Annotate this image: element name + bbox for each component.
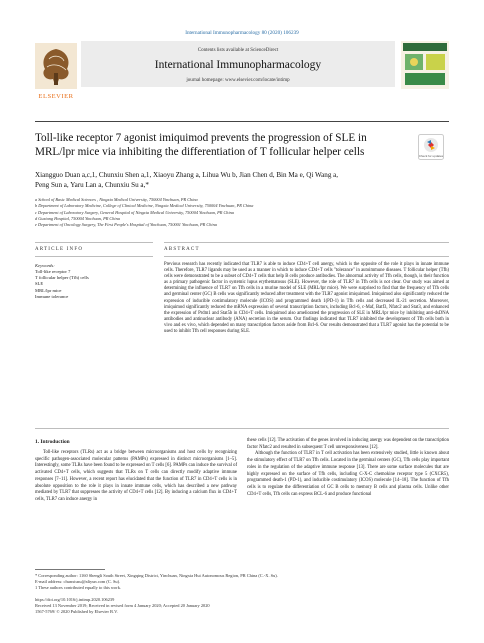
contents-available-line[interactable]: Contents lists available at ScienceDirect (197, 48, 279, 53)
affiliation-d: d Guxiang Hospital, 750004 Yinchuan, PR China (35, 215, 120, 221)
keywords-block (35, 263, 145, 300)
affiliation-a: a School of Basic Medical Sciences , Ningxia Medical University, 750004 Yinchuan, PR China (35, 197, 198, 202)
affiliations (35, 197, 449, 228)
corresponding-author-note: * Corresponding author: 1160 Shengli South Street, Xingqing District, Yinchuan, Ningxia Hui Autonomous Region, PR China (C.-X. Su). (35, 573, 278, 578)
footnote-rule (35, 569, 105, 570)
keyword-item: Immune tolerance (35, 293, 69, 299)
masthead (35, 41, 449, 100)
email-note[interactable]: E-mail address: chunxiusu@aliyun.com (C. Su). (35, 579, 121, 584)
keyword-item: T follicular helper (Tfh) cells (35, 275, 89, 281)
affiliation-b: b Department of Laboratory Medicine, College of Clinical Medicine, Ningxia Medical University, 750004 Yinchuan, PR China (35, 203, 254, 209)
abstract-bottom-rule (35, 428, 449, 429)
authors-line-2: Peng Sun a, Yaru Lan a, Chunxiu Su a,* (35, 181, 149, 189)
journal-homepage-line[interactable]: journal homepage: www.elsevier.com/locate/intimp (186, 78, 290, 83)
crossmark-label: Check for updates (418, 154, 444, 158)
keyword-item: MRL/lpr mice (35, 287, 62, 293)
introduction-heading: 1. Introduction (35, 439, 70, 445)
article-metadata (35, 597, 449, 615)
article-info-rule (35, 242, 153, 243)
introduction-right-column (247, 438, 449, 498)
masthead-banner (81, 41, 395, 87)
crossmark-icon[interactable] (418, 134, 444, 160)
intro-paragraph-1: Toll-like receptors (TLRs) act as a bridge between microorganisms and host cells by recognizing specific pathogen-associated molecular patterns (PAMPs) expressed in distinct microorganisms [1–5]. Interestingly, some TLRs have been found to be expressed on T cells [6]. PAMPs can induce the survival of activated CD4+T cells, which suggests that TLRs on T cells can directly modify adaptive immune responses [7–11]. However, a recent report has elucidated that the function of TLR7 in CD4+T cells is in absolute opposition to the role it plays in innate immune cells, which has described a new pathway mediated by TLR7 that suppresses the activity of CD4+T cells [12]. By inducing a calcium flux in CD4+T cells, TLR7 can induce anergy in (35, 450, 237, 502)
journal-citation[interactable]: International Immunopharmacology 80 (2020) 106239 (185, 30, 299, 36)
equal-contribution-note: 1 These authors contributed equally to this work. (35, 585, 122, 590)
abstract-heading: ABSTRACT (164, 247, 200, 252)
article-title: Toll-like receptor 7 agonist imiquimod prevents the progression of SLE in MRL/lpr mice via inhibiting the differentiation of T follicular helper cells (35, 132, 367, 158)
abstract-rule (164, 242, 449, 243)
intro-paragraph-3: Although the function of TLR7 in T cell activation has been extensively studied, little is known about the stimulatory effect of TLR7 on Tfh cells. Located in the germinal centers (GC), Tfh cells play important roles in the regulation of the adaptive immune response [13]. There are some surface molecules that are highly expressed on the surface of Tfh cells, including C-X-C chemokine receptor type 5 (CXCR5), programmed death-1 (PD-1), and inducible costimulatory (ICOS) molecule [14–18]. The function of Tfh cells is to regulate the differentiation of GC B cells to memory B cells and plasma cells. Unlike other CD4+T cells, Tfh cells can express BCL-6 and produce functional (247, 451, 449, 497)
intro-paragraph-2: these cells [12]. The activation of the genes involved in inducing anergy was dependent on the transcription factor Nfatc2 and resulted in subsequent T cell unresponsiveness [12]. (247, 438, 449, 450)
author-list (35, 170, 449, 190)
article-info-heading: ARTICLE INFO (35, 247, 84, 252)
affiliation-e: e Department of Oncology Surgery, The First People's Hospital of Yinchuan, 750001 Yinchuan, PR China (35, 222, 217, 228)
keyword-item: SLE (35, 281, 44, 287)
abstract-subrule (164, 256, 449, 257)
journal-title: International Immunopharmacology (154, 59, 322, 71)
keywords-title: Keywords: (35, 263, 55, 268)
doi-link[interactable]: https://doi.org/10.1016/j.intimp.2020.106239 (35, 597, 115, 602)
abstract-text: Previous research has recently indicated that TLR7 is able to induce CD4+T cell anergy, which is the opposite of the role it plays in innate immune cells. Therefore, TLR7 ligands may be used as a manner in which to induce CD4+T cells "tolerance" in autoimmune diseases. T follicular helper (Tfh) cells were demonstrated to be a subset of CD4+T cells that help B cells produce antibodies. The abnormal activity of Tfh cells, though, is their function as a primary pathogenic factor in systemic lupus erythematosus (SLE). However, the role of TLR7 in Tfh cells is not clear. Our study was aimed at determining the influence of TLR7 on Tfh cells in a murine model of SLE (MRL/lpr mice). We were surprised to find that the frequency of Tfh cells and germinal center (GC) B cells was significantly reduced after treatment with the TLR7 agonist imiquimod. Imiquimod also significantly reduced the expression of inducible costimulatory molecule (ICOS) and programmed death 1(PD-1) in Tfh cells and decreased IL-21 secretion. Moreover, imiquimod significantly reduced the mRNA expression of several transcription factors, including Bcl-6, c-Maf, Batf3, Nfatc2 and Stat3, and enhanced the expression of Prdm1 and Stat5b in CD4+T cells. Imiquimod also ameliorated the progression of SLE in MRL/lpr mice by inhibiting anti-dsDNA antibodies and antinuclear antibody (ANA) secretion in the serum. Our findings indicated that TLR7 inhibited the development of Tfh cells both in vivo and ex vivo, which depended on many transcription factors aside from Bcl-6. Our results demonstrated that a TLR7 agonist has the potential to be used to inhibit Tfh cell responses during SLE. (164, 262, 449, 335)
footnotes (35, 573, 449, 591)
affiliation-c: c Department of Laboratory Surgery, General Hospital of Ningxia Medical University, 750004 Yinchuan, PR China (35, 209, 234, 215)
header-divider (35, 121, 449, 122)
elsevier-wordmark: ELSEVIER (38, 93, 74, 100)
introduction-left-column (35, 450, 237, 504)
article-info-subrule (35, 256, 153, 257)
authors-line-1: Xiangguo Duan a,c,1, Chunxiu Shen a,1, Xiaoyu Zhang a, Lihua Wu b, Jian Chen d, Bin Ma e, Qi Wang a, (35, 171, 339, 179)
received-dates: Received 13 November 2019; Received in revised form 4 January 2020; Accepted 20 January 2020 (35, 603, 210, 608)
keyword-item: Toll-like receptor 7 (35, 269, 71, 274)
elsevier-tree-logo (35, 43, 77, 89)
issn-copyright: 1567-5769/ © 2020 Published by Elsevier B.V. (35, 609, 118, 614)
journal-cover-thumbnail (401, 41, 449, 89)
